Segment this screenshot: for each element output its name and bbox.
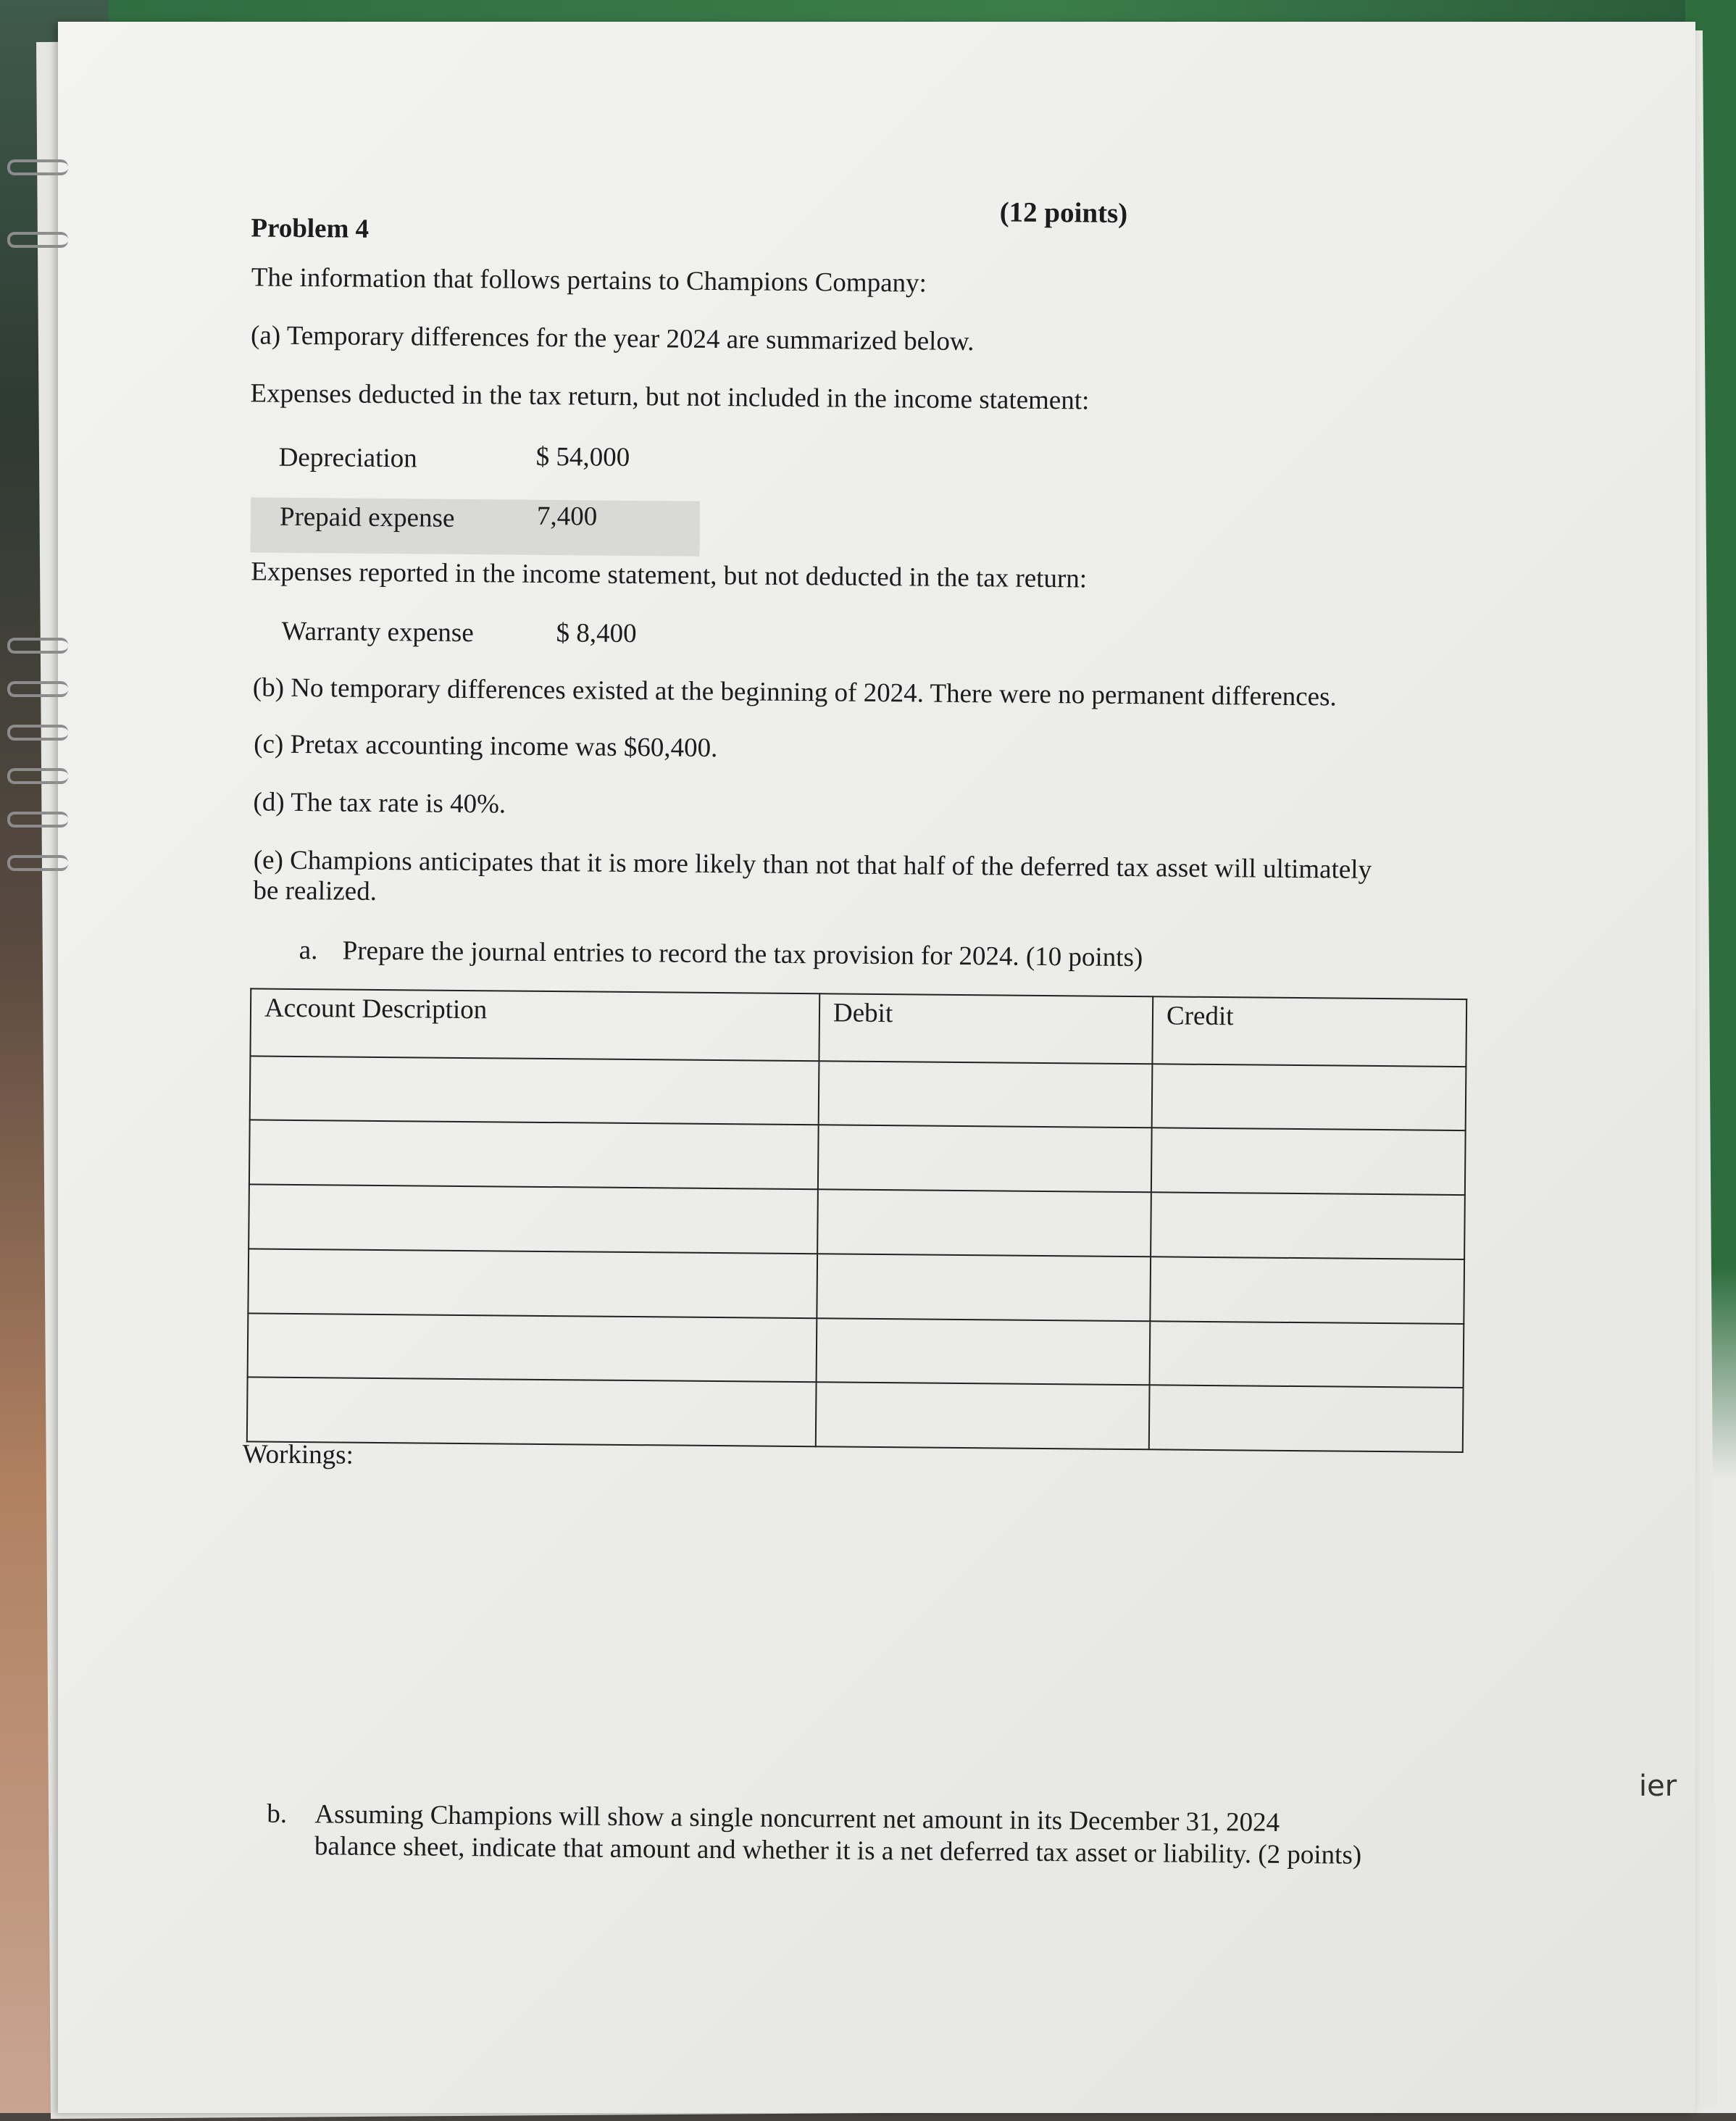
question-a-marker: a. <box>299 936 318 966</box>
account-cell[interactable] <box>249 1120 819 1190</box>
item-c-text: (c) Pretax accounting income was $60,400. <box>254 729 718 764</box>
item-e-line1: (e) Champions anticipates that it is more likely than not that half of the deferred tax asset will ultimately <box>253 845 1372 885</box>
debit-header: Debit <box>819 993 1153 1064</box>
debit-cell[interactable] <box>819 1061 1153 1128</box>
account-cell[interactable] <box>248 1249 817 1318</box>
item-e-line2: be realized. <box>253 875 377 907</box>
table-row <box>247 1378 1464 1452</box>
debit-cell[interactable] <box>818 1125 1152 1193</box>
problem-points: (12 points) <box>999 196 1128 229</box>
depreciation-label: Depreciation <box>278 442 417 474</box>
credit-cell[interactable] <box>1150 1321 1464 1388</box>
intro-text: The information that follows pertains to Champions Company: <box>251 262 927 299</box>
item-d-text: (d) The tax rate is 40%. <box>253 787 506 820</box>
credit-cell[interactable] <box>1149 1385 1464 1453</box>
workings-label: Workings: <box>242 1439 354 1470</box>
debit-cell[interactable] <box>817 1254 1151 1321</box>
warranty-expense-amount: $ 8,400 <box>556 618 637 649</box>
deducted-heading: Expenses deducted in the tax return, but not included in the income statement: <box>250 378 1090 416</box>
item-a-text: (a) Temporary differences for the year 2024 are summarized below. <box>250 320 975 357</box>
debit-cell[interactable] <box>816 1383 1150 1450</box>
debit-cell[interactable] <box>817 1189 1151 1257</box>
credit-cell[interactable] <box>1150 1257 1464 1323</box>
account-cell[interactable] <box>248 1313 817 1383</box>
account-cell[interactable] <box>249 1185 818 1254</box>
warranty-expense-label: Warranty expense <box>281 616 474 649</box>
table-row <box>249 1185 1465 1259</box>
credit-cell[interactable] <box>1151 1192 1465 1259</box>
question-b-line2: balance sheet, indicate that amount and whether it is a net deferred tax asset or liability. (2 points) <box>314 1831 1362 1870</box>
table-row <box>248 1313 1464 1388</box>
journal-entry-table <box>246 988 1467 1453</box>
account-cell[interactable] <box>247 1378 817 1447</box>
question-b-marker: b. <box>267 1799 288 1829</box>
question-a-text: Prepare the journal entries to record the tax provision for 2024. (10 points) <box>342 936 1143 973</box>
credit-header: Credit <box>1152 996 1466 1067</box>
account-cell[interactable] <box>250 1056 819 1125</box>
problem-title: Problem 4 <box>251 213 370 244</box>
depreciation-amount: $ 54,000 <box>535 441 630 472</box>
credit-cell[interactable] <box>1151 1128 1466 1195</box>
prepaid-expense-label: Prepaid expense <box>279 501 455 533</box>
prepaid-expense-amount: 7,400 <box>536 501 598 532</box>
table-row <box>250 1056 1466 1130</box>
item-b-text: (b) No temporary differences existed at the beginning of 2024. There were no permanent differences. <box>252 672 1337 712</box>
table-header-row <box>250 988 1466 1066</box>
margin-note: ier <box>1639 1770 1677 1803</box>
table-row <box>249 1120 1466 1195</box>
credit-cell[interactable] <box>1152 1064 1466 1130</box>
debit-cell[interactable] <box>817 1318 1151 1385</box>
table-row <box>248 1249 1464 1323</box>
question-b-line1: Assuming Champions will show a single noncurrent net amount in its December 31, 2024 <box>314 1799 1280 1838</box>
reported-heading: Expenses reported in the income statement, but not deducted in the tax return: <box>251 557 1088 594</box>
account-description-header: Account Description <box>250 988 819 1061</box>
